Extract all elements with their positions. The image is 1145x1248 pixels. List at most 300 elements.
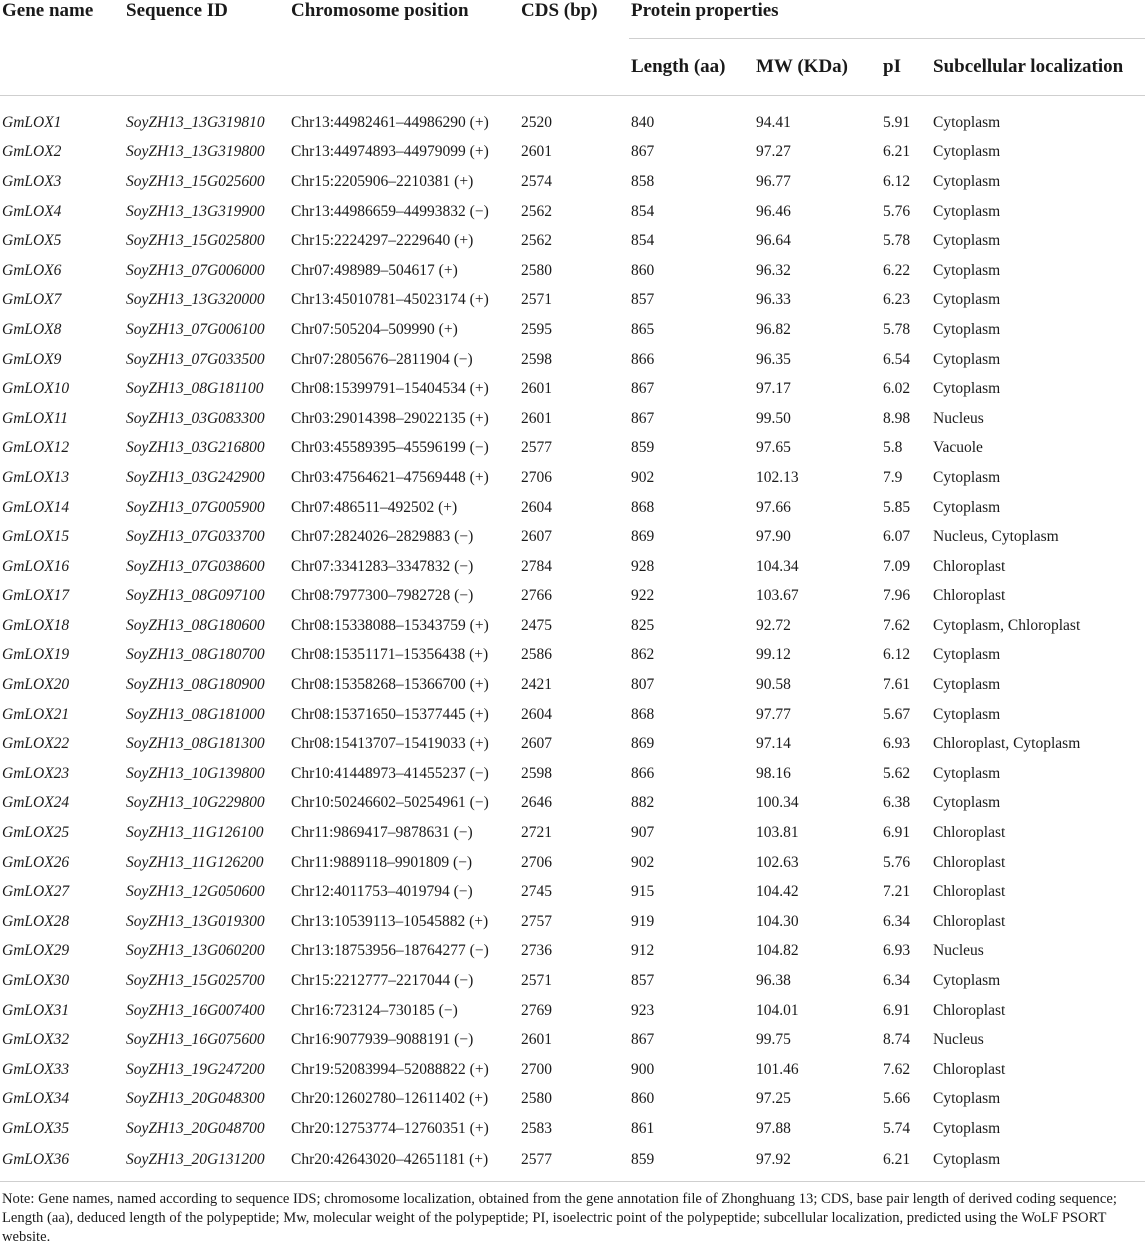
chromosome-position-cell: Chr15:2212777–2217044 (−) — [291, 972, 474, 990]
chromosome-position-cell: Chr13:44974893–44979099 (+) — [291, 143, 489, 161]
cds-cell: 2607 — [521, 735, 552, 753]
mw-cell: 97.77 — [756, 705, 791, 723]
mw-cell: 96.77 — [756, 172, 791, 190]
chromosome-position-cell: Chr07:486511–492502 (+) — [291, 498, 458, 516]
cds-cell: 2586 — [521, 646, 552, 664]
gene-name-cell: GmLOX32 — [2, 1031, 70, 1049]
table-row — [0, 286, 1145, 316]
chromosome-position-cell: Chr08:15351171–15356438 (+) — [291, 646, 489, 664]
length-cell: 866 — [631, 350, 655, 368]
chromosome-position-cell: Chr13:18753956–18764277 (−) — [291, 942, 489, 960]
table-row — [0, 1144, 1145, 1182]
chromosome-position-cell: Chr19:52083994–52088822 (+) — [291, 1060, 489, 1078]
pi-cell: 6.34 — [883, 912, 911, 930]
pi-cell: 5.85 — [883, 498, 911, 516]
chromosome-position-cell: Chr16:723124–730185 (−) — [291, 1001, 458, 1019]
chromosome-position-cell: Chr20:12602780–12611402 (+) — [291, 1090, 489, 1108]
length-cell: 862 — [631, 646, 655, 664]
length-cell: 867 — [631, 409, 655, 427]
length-cell: 928 — [631, 557, 655, 575]
sequence-id-cell: SoyZH13_07G038600 — [126, 557, 265, 575]
chromosome-position-cell: Chr16:9077939–9088191 (−) — [291, 1031, 474, 1049]
sequence-id-cell: SoyZH13_10G139800 — [126, 764, 265, 782]
sequence-id-cell: SoyZH13_20G048300 — [126, 1090, 265, 1108]
subcellular-localization-cell: Cytoplasm — [933, 646, 1001, 664]
subcellular-localization-cell: Cytoplasm — [933, 291, 1001, 309]
table-row — [0, 641, 1145, 671]
length-cell: 807 — [631, 676, 655, 694]
length-cell: 900 — [631, 1060, 655, 1078]
table-row — [0, 463, 1145, 493]
gene-name-cell: GmLOX17 — [2, 587, 70, 605]
table-row — [0, 552, 1145, 582]
length-cell: 868 — [631, 498, 655, 516]
cds-cell: 2757 — [521, 912, 552, 930]
mw-cell: 96.38 — [756, 972, 791, 990]
length-cell: 907 — [631, 824, 655, 842]
cds-cell: 2601 — [521, 143, 552, 161]
sequence-id-cell: SoyZH13_20G048700 — [126, 1119, 265, 1137]
gene-name-cell: GmLOX20 — [2, 676, 70, 694]
length-cell: 857 — [631, 291, 655, 309]
subcellular-localization-cell: Cytoplasm — [933, 172, 1001, 190]
subcellular-localization-cell: Chloroplast — [933, 1060, 1006, 1078]
pi-cell: 6.54 — [883, 350, 911, 368]
gene-name-cell: GmLOX33 — [2, 1060, 70, 1078]
table-row — [0, 937, 1145, 967]
cds-cell: 2766 — [521, 587, 552, 605]
cds-cell: 2580 — [521, 1090, 552, 1108]
chromosome-position-cell: Chr07:505204–509990 (+) — [291, 320, 458, 338]
gene-name-cell: GmLOX1 — [2, 113, 62, 131]
sequence-id-cell: SoyZH13_11G126100 — [126, 824, 264, 842]
table-row — [0, 996, 1145, 1026]
gene-name-cell: GmLOX23 — [2, 764, 70, 782]
mw-cell: 99.50 — [756, 409, 791, 427]
sequence-id-cell: SoyZH13_19G247200 — [126, 1060, 265, 1078]
chromosome-position-cell: Chr08:15358268–15366700 (+) — [291, 676, 489, 694]
pi-cell: 5.76 — [883, 853, 911, 871]
subcellular-localization-cell: Cytoplasm — [933, 380, 1001, 398]
gene-name-cell: GmLOX3 — [2, 172, 62, 190]
table-body — [0, 108, 1145, 1181]
cds-cell: 2736 — [521, 942, 552, 960]
cds-cell: 2721 — [521, 824, 552, 842]
subcellular-localization-cell: Cytoplasm — [933, 202, 1001, 220]
sequence-id-cell: SoyZH13_13G319800 — [126, 143, 265, 161]
mw-cell: 90.58 — [756, 676, 791, 694]
table-row — [0, 1025, 1145, 1055]
gene-name-cell: GmLOX22 — [2, 735, 70, 753]
gene-name-cell: GmLOX9 — [2, 350, 62, 368]
sequence-id-cell: SoyZH13_13G019300 — [126, 912, 265, 930]
length-cell: 869 — [631, 735, 655, 753]
sequence-id-cell: SoyZH13_10G229800 — [126, 794, 265, 812]
mw-cell: 104.82 — [756, 942, 799, 960]
gene-name-cell: GmLOX10 — [2, 380, 70, 398]
sequence-id-cell: SoyZH13_03G083300 — [126, 409, 265, 427]
header-length: Length (aa) — [629, 39, 754, 96]
sequence-id-cell: SoyZH13_13G320000 — [126, 291, 265, 309]
length-cell: 866 — [631, 764, 655, 782]
mw-cell: 94.41 — [756, 113, 791, 131]
mw-cell: 97.66 — [756, 498, 791, 516]
sequence-id-cell: SoyZH13_07G006000 — [126, 261, 265, 279]
pi-cell: 6.21 — [883, 143, 911, 161]
length-cell: 825 — [631, 616, 655, 634]
length-cell: 912 — [631, 942, 655, 960]
table-row — [0, 670, 1145, 700]
pi-cell: 5.66 — [883, 1090, 911, 1108]
table-row — [0, 611, 1145, 641]
sequence-id-cell: SoyZH13_16G075600 — [126, 1031, 265, 1049]
mw-cell: 102.13 — [756, 468, 799, 486]
pi-cell: 7.62 — [883, 1060, 911, 1078]
pi-cell: 7.9 — [883, 468, 903, 486]
mw-cell: 104.42 — [756, 883, 799, 901]
table-row — [0, 108, 1145, 138]
length-cell: 923 — [631, 1001, 655, 1019]
chromosome-position-cell: Chr08:7977300–7982728 (−) — [291, 587, 474, 605]
length-cell: 915 — [631, 883, 655, 901]
cds-cell: 2562 — [521, 232, 552, 250]
subcellular-localization-cell: Chloroplast — [933, 912, 1006, 930]
sequence-id-cell: SoyZH13_07G005900 — [126, 498, 265, 516]
pi-cell: 6.91 — [883, 824, 911, 842]
table-row — [0, 818, 1145, 848]
mw-cell: 101.46 — [756, 1060, 799, 1078]
chromosome-position-cell: Chr03:47564621–47569448 (+) — [291, 468, 489, 486]
length-cell: 902 — [631, 468, 655, 486]
pi-cell: 7.21 — [883, 883, 911, 901]
pi-cell: 5.78 — [883, 320, 911, 338]
pi-cell: 5.78 — [883, 232, 911, 250]
sequence-id-cell: SoyZH13_08G180900 — [126, 676, 265, 694]
header-cds: CDS (bp) — [519, 0, 629, 96]
pi-cell: 5.74 — [883, 1119, 911, 1137]
table-row — [0, 789, 1145, 819]
table-row — [0, 848, 1145, 878]
gene-name-cell: GmLOX29 — [2, 942, 70, 960]
sequence-id-cell: SoyZH13_07G033700 — [126, 528, 265, 546]
gene-name-cell: GmLOX2 — [2, 143, 62, 161]
cds-cell: 2421 — [521, 676, 552, 694]
gene-name-cell: GmLOX25 — [2, 824, 70, 842]
subcellular-localization-cell: Cytoplasm — [933, 1090, 1001, 1108]
header-protein-properties: Protein properties — [629, 0, 1145, 39]
length-cell: 867 — [631, 143, 655, 161]
header-mw: MW (KDa) — [754, 39, 881, 96]
sequence-id-cell: SoyZH13_15G025800 — [126, 232, 265, 250]
table-row — [0, 877, 1145, 907]
length-cell: 840 — [631, 113, 655, 131]
table-row — [0, 907, 1145, 937]
length-cell: 859 — [629, 1144, 754, 1182]
pi-cell: 6.23 — [883, 291, 911, 309]
length-cell: 854 — [631, 202, 655, 220]
table-row — [0, 167, 1145, 197]
subcellular-localization-cell: Cytoplasm — [933, 320, 1001, 338]
header-gene-name: Gene name — [0, 0, 124, 96]
chromosome-position-cell: Chr07:2805676–2811904 (−) — [291, 350, 473, 368]
chromosome-position-cell: Chr13:45010781–45023174 (+) — [291, 291, 489, 309]
mw-cell: 99.12 — [756, 646, 791, 664]
sequence-id-cell: SoyZH13_08G097100 — [126, 587, 265, 605]
pi-cell: 7.61 — [883, 676, 911, 694]
cds-cell: 2520 — [521, 113, 552, 131]
sequence-id-cell: SoyZH13_03G242900 — [126, 468, 265, 486]
subcellular-localization-cell: Cytoplasm — [933, 794, 1001, 812]
table-row — [0, 226, 1145, 256]
sequence-id-cell: SoyZH13_13G319810 — [126, 113, 265, 131]
mw-cell: 97.27 — [756, 143, 791, 161]
pi-cell: 6.12 — [883, 172, 911, 190]
table-row — [0, 315, 1145, 345]
gene-name-cell: GmLOX35 — [2, 1119, 70, 1137]
table-row — [0, 1114, 1145, 1144]
length-cell: 919 — [631, 912, 655, 930]
sequence-id-cell: SoyZH13_15G025600 — [126, 172, 265, 190]
subcellular-localization-cell: Chloroplast — [933, 557, 1006, 575]
pi-cell: 5.91 — [883, 113, 911, 131]
sequence-id-cell: SoyZH13_15G025700 — [126, 972, 265, 990]
subcellular-localization-cell: Nucleus, Cytoplasm — [933, 528, 1059, 546]
subcellular-localization-cell: Cytoplasm — [933, 1119, 1001, 1137]
gene-name-cell: GmLOX14 — [2, 498, 70, 516]
cds-cell: 2601 — [521, 380, 552, 398]
mw-cell: 97.90 — [756, 528, 791, 546]
mw-cell: 104.30 — [756, 912, 799, 930]
gene-name-cell: GmLOX6 — [2, 261, 62, 279]
sequence-id-cell: SoyZH13_20G131200 — [124, 1144, 289, 1182]
table-row — [0, 759, 1145, 789]
pi-cell: 8.98 — [883, 409, 911, 427]
length-cell: 882 — [631, 794, 655, 812]
pi-cell: 5.62 — [883, 764, 911, 782]
gene-name-cell: GmLOX27 — [2, 883, 70, 901]
length-cell: 858 — [631, 172, 655, 190]
pi-cell: 6.34 — [883, 972, 911, 990]
subcellular-localization-cell: Cytoplasm — [933, 113, 1001, 131]
cds-cell: 2604 — [521, 498, 552, 516]
mw-cell: 98.16 — [756, 764, 791, 782]
chromosome-position-cell: Chr03:45589395–45596199 (−) — [291, 439, 489, 457]
cds-cell: 2646 — [521, 794, 552, 812]
gene-name-cell: GmLOX18 — [2, 616, 70, 634]
table-note: Note: Gene names, named according to sequence IDS; chromosome localization, obtained from the gene annotation file of Zhonghuang 13; CDS, base pair length of derived coding sequence; Length (aa), deduced length of the polypeptide; Mw, molecular weight of the polypeptide; PI, isoelectric point of the polypeptide; subcellular localization, predicted using the WoLF PSORT website. — [2, 1191, 1117, 1245]
mw-cell: 97.25 — [756, 1090, 791, 1108]
length-cell: 854 — [631, 232, 655, 250]
table-row — [0, 729, 1145, 759]
mw-cell: 96.35 — [756, 350, 791, 368]
sequence-id-cell: SoyZH13_07G033500 — [126, 350, 265, 368]
length-cell: 860 — [631, 1090, 655, 1108]
pi-cell: 6.38 — [883, 794, 911, 812]
chromosome-position-cell: Chr07:3341283–3347832 (−) — [291, 557, 474, 575]
mw-cell: 97.88 — [756, 1119, 791, 1137]
sequence-id-cell: SoyZH13_08G181000 — [126, 705, 265, 723]
mw-cell: 103.81 — [756, 824, 799, 842]
pi-cell: 6.93 — [883, 735, 911, 753]
cds-cell: 2769 — [521, 1001, 552, 1019]
mw-cell: 104.01 — [756, 1001, 799, 1019]
table-row — [0, 966, 1145, 996]
table-row — [0, 345, 1145, 375]
pi-cell: 6.22 — [883, 261, 911, 279]
subcellular-localization-cell: Cytoplasm — [933, 705, 1001, 723]
gene-name-cell: GmLOX16 — [2, 557, 70, 575]
gene-name-cell: GmLOX7 — [2, 291, 62, 309]
cds-cell: 2601 — [521, 1031, 552, 1049]
length-cell: 867 — [631, 1031, 655, 1049]
subcellular-localization-cell: Chloroplast, Cytoplasm — [933, 735, 1081, 753]
gene-name-cell: GmLOX11 — [2, 409, 69, 427]
subcellular-localization-cell: Nucleus — [933, 942, 984, 960]
cds-cell: 2601 — [521, 409, 552, 427]
mw-cell: 96.46 — [756, 202, 791, 220]
length-cell: 857 — [631, 972, 655, 990]
mw-cell: 100.34 — [756, 794, 799, 812]
sequence-id-cell: SoyZH13_13G319900 — [126, 202, 265, 220]
subcellular-localization-cell: Cytoplasm — [933, 972, 1001, 990]
gene-name-cell: GmLOX26 — [2, 853, 70, 871]
mw-cell: 92.72 — [756, 616, 791, 634]
cds-cell: 2745 — [521, 883, 552, 901]
gene-name-cell: GmLOX28 — [2, 912, 70, 930]
gene-name-cell: GmLOX4 — [2, 202, 62, 220]
subcellular-localization-cell: Vacuole — [933, 439, 983, 457]
cds-cell: 2607 — [521, 528, 552, 546]
header-sequence-id: Sequence ID — [124, 0, 289, 96]
length-cell: 865 — [631, 320, 655, 338]
chromosome-position-cell: Chr13:44986659–44993832 (−) — [291, 202, 489, 220]
cds-cell: 2583 — [521, 1119, 552, 1137]
chromosome-position-cell: Chr11:9869417–9878631 (−) — [291, 824, 473, 842]
sequence-id-cell: SoyZH13_16G007400 — [126, 1001, 265, 1019]
cds-cell: 2475 — [521, 616, 552, 634]
table-row — [0, 1055, 1145, 1085]
chromosome-position-cell: Chr15:2224297–2229640 (+) — [291, 232, 474, 250]
cds-cell: 2571 — [521, 291, 552, 309]
chromosome-position-cell: Chr11:9889118–9901809 (−) — [291, 853, 473, 871]
cds-cell: 2598 — [521, 350, 552, 368]
mw-cell: 97.14 — [756, 735, 791, 753]
subcellular-localization-cell: Cytoplasm — [933, 498, 1001, 516]
cds-cell: 2574 — [521, 172, 552, 190]
subcellular-localization-cell: Nucleus — [933, 409, 984, 427]
pi-cell: 6.91 — [883, 1001, 911, 1019]
table-row — [0, 256, 1145, 286]
cds-cell: 2604 — [521, 705, 552, 723]
subcellular-localization-cell: Chloroplast — [933, 587, 1006, 605]
mw-cell: 102.63 — [756, 853, 799, 871]
subcellular-localization-cell: Chloroplast — [933, 824, 1006, 842]
chromosome-position-cell: Chr13:44982461–44986290 (+) — [291, 113, 489, 131]
cds-cell: 2598 — [521, 764, 552, 782]
subcellular-localization-cell: Nucleus — [933, 1031, 984, 1049]
table-row — [0, 197, 1145, 227]
pi-cell: 7.62 — [883, 616, 911, 634]
pi-cell: 6.07 — [883, 528, 911, 546]
mw-cell: 96.82 — [756, 320, 791, 338]
chromosome-position-cell: Chr20:42643020–42651181 (+) — [289, 1144, 519, 1182]
cds-cell: 2595 — [521, 320, 552, 338]
pi-cell: 6.93 — [883, 942, 911, 960]
header-chromosome-position: Chromosome position — [289, 0, 519, 96]
mw-cell: 96.32 — [756, 261, 791, 279]
chromosome-position-cell: Chr10:41448973–41455237 (−) — [291, 764, 489, 782]
subcellular-localization-cell: Chloroplast — [933, 1001, 1006, 1019]
cds-cell: 2706 — [521, 853, 552, 871]
mw-cell: 96.33 — [756, 291, 791, 309]
gene-name-cell: GmLOX31 — [2, 1001, 70, 1019]
mw-cell: 99.75 — [756, 1031, 791, 1049]
table-row — [0, 138, 1145, 168]
gene-name-cell: GmLOX30 — [2, 972, 70, 990]
subcellular-localization-cell: Chloroplast — [933, 853, 1006, 871]
subcellular-localization-cell: Cytoplasm — [933, 261, 1001, 279]
table-header — [0, 0, 1145, 108]
cds-cell: 2571 — [521, 972, 552, 990]
chromosome-position-cell: Chr08:15338088–15343759 (+) — [291, 616, 489, 634]
cds-cell: 2562 — [521, 202, 552, 220]
length-cell: 902 — [631, 853, 655, 871]
gene-name-cell: GmLOX24 — [2, 794, 70, 812]
sequence-id-cell: SoyZH13_08G180600 — [126, 616, 265, 634]
chromosome-position-cell: Chr13:10539113–10545882 (+) — [291, 912, 489, 930]
gene-name-cell: GmLOX34 — [2, 1090, 70, 1108]
sequence-id-cell: SoyZH13_08G181300 — [126, 735, 265, 753]
chromosome-position-cell: Chr08:15413707–15419033 (+) — [291, 735, 489, 753]
chromosome-position-cell: Chr12:4011753–4019794 (−) — [291, 883, 473, 901]
chromosome-position-cell: Chr03:29014398–29022135 (+) — [291, 409, 489, 427]
length-cell: 860 — [631, 261, 655, 279]
chromosome-position-cell: Chr07:498989–504617 (+) — [291, 261, 458, 279]
pi-cell: 7.09 — [883, 557, 911, 575]
cds-cell: 2577 — [521, 439, 552, 457]
subcellular-localization-cell: Cytoplasm, Chloroplast — [933, 616, 1081, 634]
pi-cell: 5.8 — [883, 439, 903, 457]
subcellular-localization-cell: Cytoplasm — [933, 143, 1001, 161]
length-cell: 868 — [631, 705, 655, 723]
table-row — [0, 434, 1145, 464]
cds-cell: 2706 — [521, 468, 552, 486]
subcellular-localization-cell: Cytoplasm — [933, 350, 1001, 368]
header-subcellular-localization: Subcellular localization — [931, 39, 1145, 96]
cds-cell: 2784 — [521, 557, 552, 575]
gene-name-cell: GmLOX21 — [2, 705, 70, 723]
sequence-id-cell: SoyZH13_07G006100 — [126, 320, 265, 338]
length-cell: 867 — [631, 380, 655, 398]
gene-name-cell: GmLOX12 — [2, 439, 70, 457]
chromosome-position-cell: Chr10:50246602–50254961 (−) — [291, 794, 489, 812]
gene-name-cell: GmLOX19 — [2, 646, 70, 664]
table-row — [0, 493, 1145, 523]
sequence-id-cell: SoyZH13_08G181100 — [126, 380, 264, 398]
subcellular-localization-cell: Cytoplasm — [933, 764, 1001, 782]
length-cell: 922 — [631, 587, 655, 605]
mw-cell: 97.65 — [756, 439, 791, 457]
table-row — [0, 404, 1145, 434]
subcellular-localization-cell: Cytoplasm — [931, 1144, 1145, 1182]
chromosome-position-cell: Chr15:2205906–2210381 (+) — [291, 172, 474, 190]
mw-cell: 96.64 — [756, 232, 791, 250]
gene-name-cell: GmLOX13 — [2, 468, 70, 486]
mw-cell: 103.67 — [756, 587, 799, 605]
header-spacer — [0, 96, 1145, 109]
pi-cell: 6.02 — [883, 380, 911, 398]
gene-name-cell: GmLOX36 — [0, 1144, 124, 1182]
